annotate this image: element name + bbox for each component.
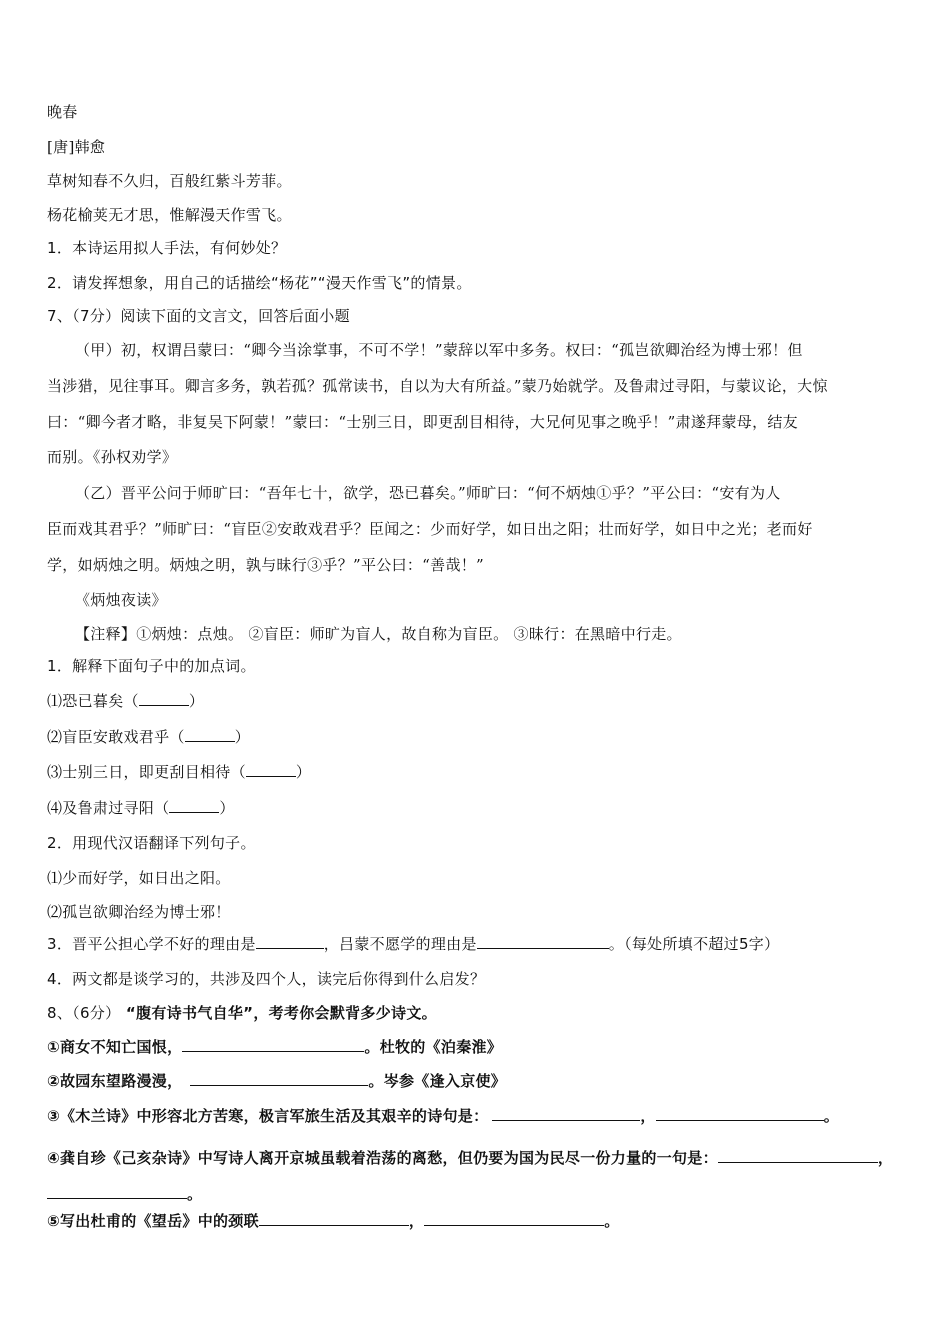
q8-item-3: ③《木兰诗》中形容北方苦寒，极言军旅生活及其艰辛的诗句是： ， 。 <box>47 1107 840 1125</box>
answer-blank[interactable] <box>492 1106 640 1121</box>
answer-blank[interactable] <box>185 727 235 742</box>
passage-jia-line: 当涉猎，见往事耳。卿言多务，孰若孤？孤常读书，自以为大有所益。”蒙乃始就学。及鲁肃过寻阳，与蒙议论，大惊 <box>47 377 828 395</box>
passage-yi-line: 臣而戏其君乎？”师旷曰：“盲臣②安敢戏君乎？臣闻之：少而好学，如日出之阳；壮而好学，如日中之光；老而好 <box>47 520 813 538</box>
q7-heading: 7、（7分）阅读下面的文言文，回答后面小题 <box>47 307 350 325</box>
q7-sub-1b: ⑵盲臣安敢戏君乎（ ） <box>47 728 251 746</box>
q7-sub-1a: ⑴恐已暮矣（ ） <box>47 692 205 710</box>
answer-blank[interactable] <box>169 798 219 813</box>
q8-item-1: ①商女不知亡国恨， 。杜牧的《泊秦淮》 <box>47 1038 503 1056</box>
answer-blank[interactable] <box>259 1211 409 1226</box>
answer-blank[interactable] <box>656 1106 824 1121</box>
poem-title: 晚春 <box>47 103 78 121</box>
annotation-note: 【注释】①炳烛：点烛。 ②盲臣：师旷为盲人，故自称为盲臣。 ③昧行：在黑暗中行走。 <box>75 625 682 643</box>
answer-blank[interactable] <box>246 762 296 777</box>
answer-blank[interactable] <box>47 1184 187 1199</box>
q7-sub-2: 2．用现代汉语翻译下列句子。 <box>47 834 256 852</box>
q8-item-2: ②故园东望路漫漫， 。岑参《逢入京使》 <box>47 1072 507 1090</box>
passage-jia-line: （甲）初，权谓吕蒙曰：“卿今当涂掌事，不可不学！”蒙辞以军中多务。权曰：“孤岂欲卿治经为博士邪！但 <box>75 341 803 359</box>
answer-blank[interactable] <box>139 691 189 706</box>
q8-item-4: ④龚自珍《己亥杂诗》中写诗人离开京城虽载着浩荡的离愁，但仍要为国为民尽一份力量的一句是： ，。 <box>47 1149 894 1203</box>
q7-sub-1d: ⑷及鲁肃过寻阳（ ） <box>47 799 235 817</box>
poem-author: [唐]韩愈 <box>47 138 106 156</box>
q8-item-5: ⑤写出杜甫的《望岳》中的颈联 ， 。 <box>47 1212 620 1230</box>
answer-blank[interactable] <box>190 1071 368 1086</box>
answer-blank[interactable] <box>477 934 609 949</box>
q8-heading: 8、（6分） “腹有诗书气自华”，考考你会默背多少诗文。 <box>47 1004 437 1022</box>
passage-yi-source: 《炳烛夜读》 <box>75 591 167 609</box>
q7-sub-2b: ⑵孤岂欲卿治经为博士邪！ <box>47 903 231 921</box>
passage-jia-line: 曰：“卿今者才略，非复吴下阿蒙！”蒙曰：“士别三日，即更刮目相待，大兄何见事之晚乎！”肃遂拜蒙母，结友 <box>47 413 798 431</box>
poem-question-2: 2．请发挥想象，用自己的话描绘“杨花”“漫天作雪飞”的情景。 <box>47 274 472 292</box>
answer-blank[interactable] <box>424 1211 604 1226</box>
passage-jia-line: 而别。《孙权劝学》 <box>47 448 178 466</box>
answer-blank[interactable] <box>256 934 324 949</box>
poem-question-1: 1．本诗运用拟人手法，有何妙处？ <box>47 239 287 257</box>
poem-line-1: 草树知春不久归，百般红紫斗芳菲。 <box>47 172 292 190</box>
answer-blank[interactable] <box>718 1148 878 1163</box>
passage-yi-line: 学，如炳烛之明。炳烛之明，孰与昧行③乎？”平公曰：“善哉！” <box>47 556 485 574</box>
q7-sub-3: 3．晋平公担心学不好的理由是 ，吕蒙不愿学的理由是 。（每处所填不超过5字） <box>47 935 780 953</box>
passage-yi-line: （乙）晋平公问于师旷曰：“吾年七十，欲学，恐已暮矣。”师旷曰：“何不炳烛①乎？”平公曰：“安有为人 <box>75 484 781 502</box>
q7-sub-1c: ⑶士别三日，即更刮目相待（ ） <box>47 763 312 781</box>
q7-sub-2a: ⑴少而好学，如日出之阳。 <box>47 869 231 887</box>
q7-sub-1: 1．解释下面句子中的加点词。 <box>47 657 256 675</box>
answer-blank[interactable] <box>182 1037 364 1052</box>
q7-sub-4: 4．两文都是谈学习的，共涉及四个人，读完后你得到什么启发？ <box>47 970 486 988</box>
poem-line-2: 杨花榆荚无才思，惟解漫天作雪飞。 <box>47 206 292 224</box>
